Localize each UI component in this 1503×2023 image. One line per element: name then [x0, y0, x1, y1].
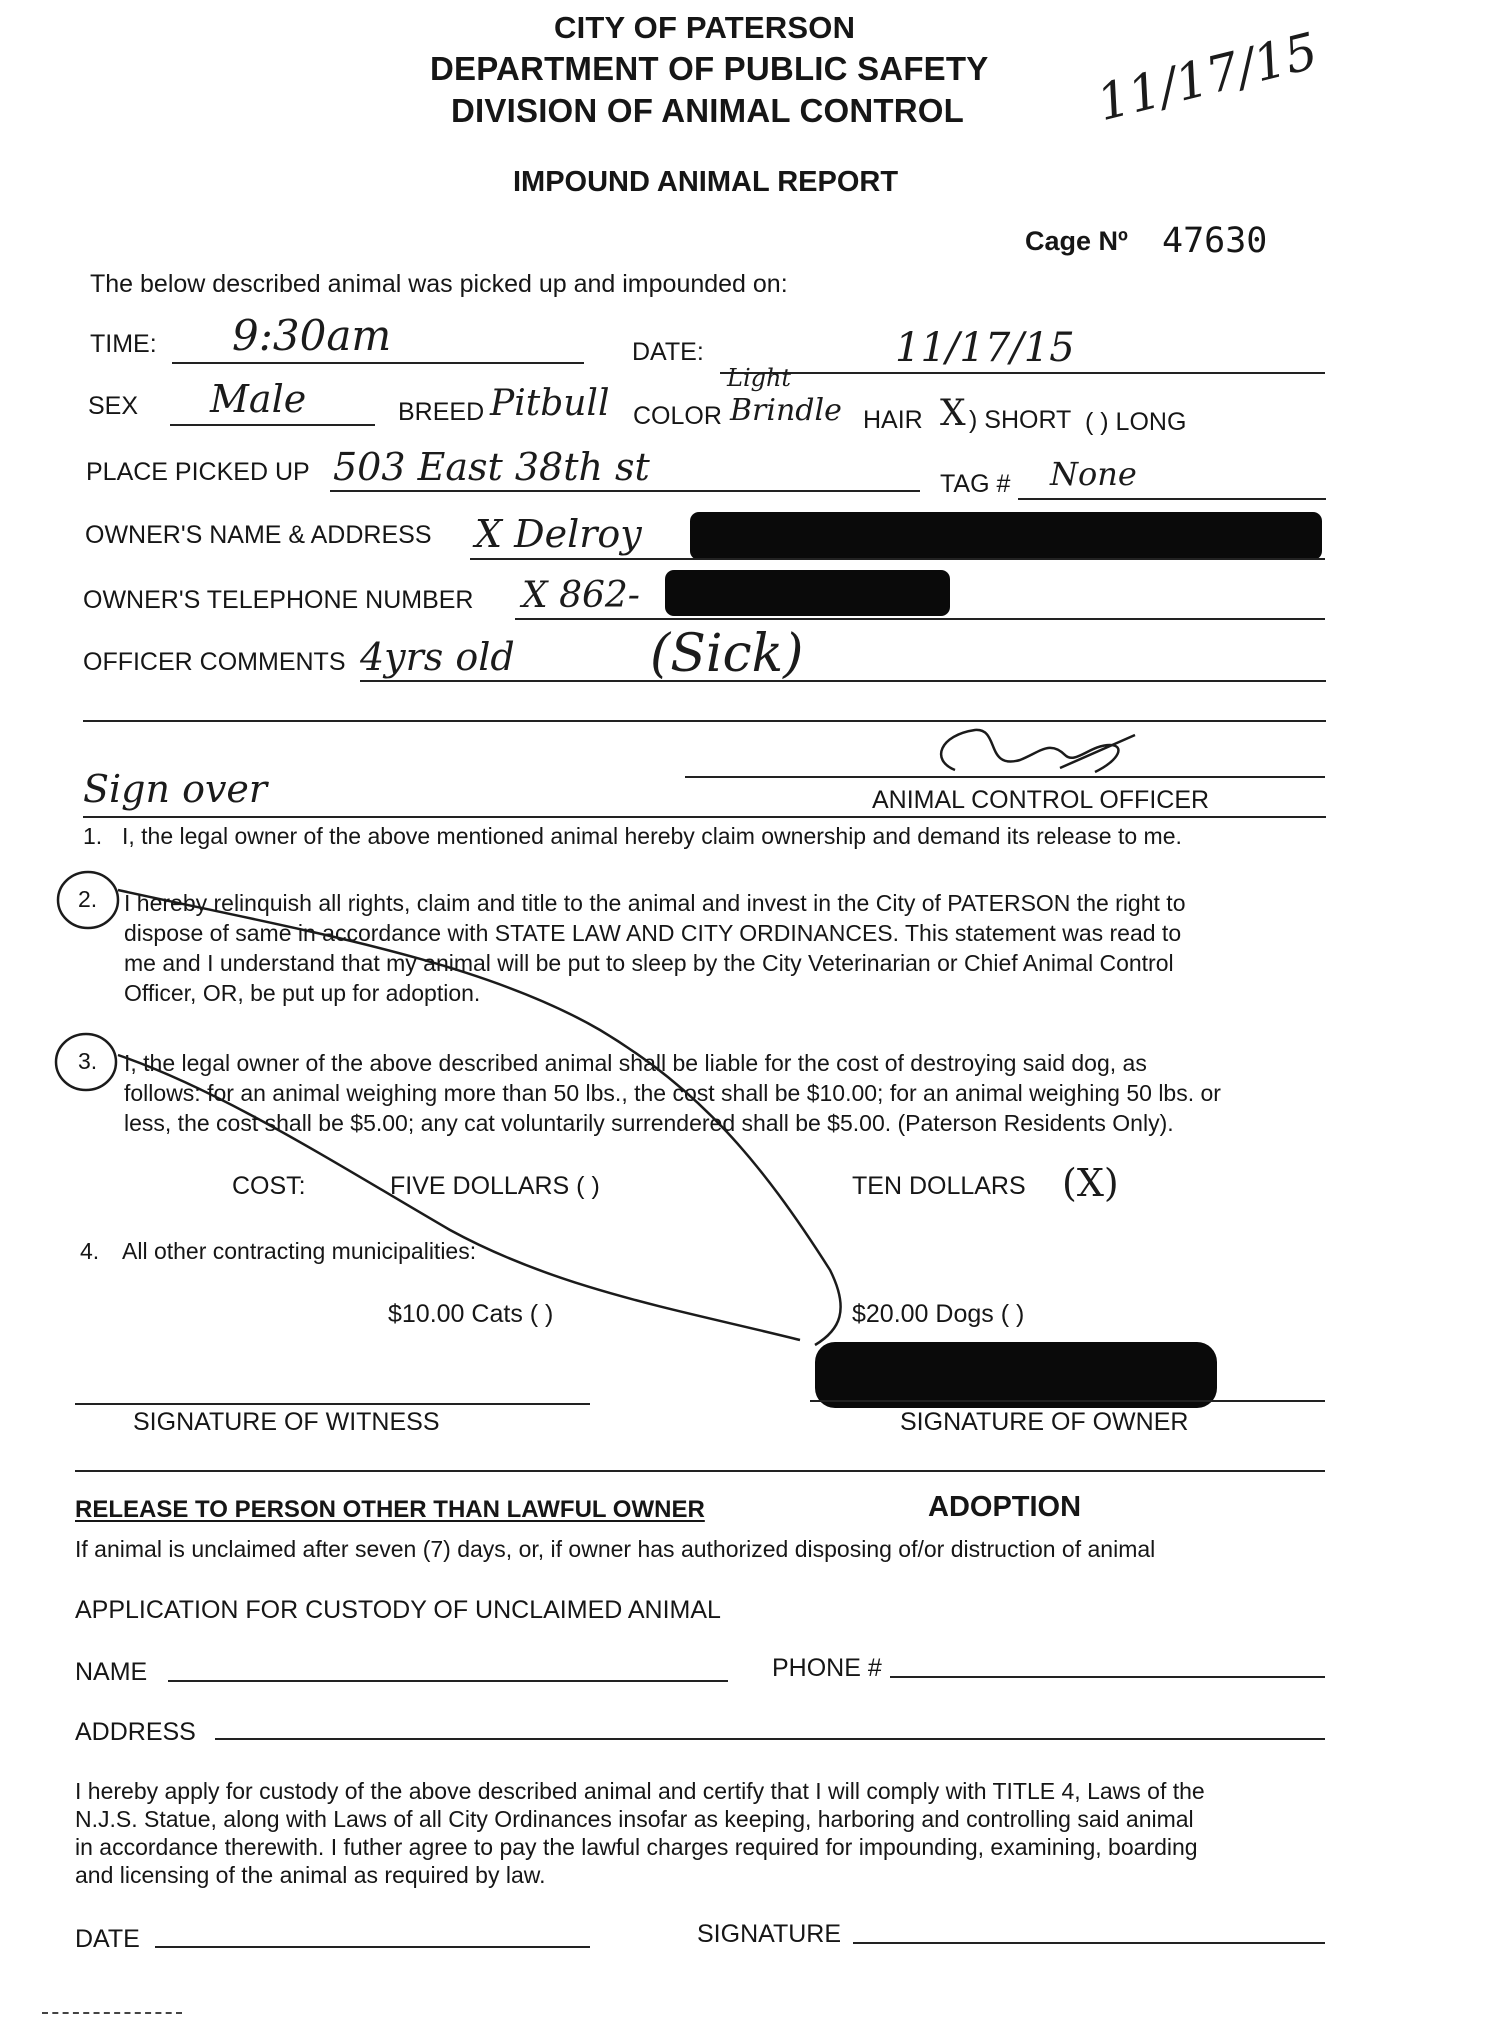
tag-value: None	[1050, 455, 1137, 493]
clause-1-number: 1.	[83, 823, 103, 849]
date-field[interactable]	[155, 1946, 590, 1948]
cats-fee-option: $10.00 Cats ( )	[388, 1300, 554, 1328]
owner-value: X Delroy	[475, 512, 642, 556]
hair-long-option: ( ) LONG	[1085, 408, 1187, 436]
intro-text: The below described animal was picked up and impounded on:	[90, 270, 788, 298]
sign-over-note: Sign over	[83, 767, 268, 811]
dogs-fee-option: $20.00 Dogs ( )	[852, 1300, 1025, 1328]
cage-number: 47630	[1162, 221, 1268, 261]
place-value: 503 East 38th st	[333, 445, 650, 489]
clause-2-number: 2.	[78, 886, 98, 912]
owner-signature-label: SIGNATURE OF OWNER	[900, 1408, 1189, 1436]
clause-1-text: I, the legal owner of the above mentioned animal hereby claim ownership and demand its release to me.	[122, 823, 1182, 849]
report-title: IMPOUND ANIMAL REPORT	[513, 166, 899, 198]
officer-label: ANIMAL CONTROL OFFICER	[872, 786, 1210, 814]
clause-3-line-1: I, the legal owner of the above described animal shall be liable for the cost of destroying said dog, as	[124, 1050, 1147, 1076]
time-value: 9:30am	[232, 311, 392, 360]
breed-value: Pitbull	[490, 383, 610, 424]
ten-dollars-mark: (X)	[1062, 1161, 1119, 1205]
time-label: TIME:	[90, 330, 157, 358]
hair-label: HAIR	[863, 406, 923, 434]
clause-4-number: 4.	[80, 1238, 100, 1264]
section-divider	[75, 1470, 1325, 1472]
division-heading: DIVISION OF ANIMAL CONTROL	[451, 92, 965, 129]
phone-field[interactable]	[890, 1676, 1325, 1678]
color-value-top: Light	[727, 364, 792, 392]
clause-2-strike-line	[118, 890, 841, 1345]
date-label: DATE:	[632, 338, 704, 366]
owner-signature-redaction	[815, 1342, 1217, 1408]
phone-label: OWNER'S TELEPHONE NUMBER	[83, 586, 474, 614]
tag-label: TAG #	[940, 470, 1011, 498]
date-field-label: DATE	[75, 1925, 140, 1953]
city-heading: CITY OF PATERSON	[554, 10, 856, 45]
signature-field[interactable]	[853, 1942, 1325, 1944]
name-label: NAME	[75, 1658, 148, 1686]
application-title: APPLICATION FOR CUSTODY OF UNCLAIMED ANIMAL	[75, 1596, 721, 1624]
cage-label: Cage Nº	[1025, 226, 1128, 256]
name-field[interactable]	[168, 1680, 728, 1682]
clause-2-line-3: me and I understand that my animal will be put to sleep by the City Veterinarian or Chief Animal Control	[124, 950, 1174, 976]
clause-3-strike-line	[118, 1055, 800, 1340]
color-value: Brindle	[730, 393, 842, 428]
place-label: PLACE PICKED UP	[86, 458, 310, 486]
certify-line-4: and licensing of the animal as required by law.	[75, 1862, 546, 1888]
clause-3-line-3: less, the cost shall be $5.00; any cat voluntarily surrendered shall be $5.00. (Paterson Residents Only).	[124, 1110, 1174, 1136]
cost-label: COST:	[232, 1172, 306, 1200]
clause-3-circle	[56, 1034, 116, 1090]
breed-label: BREED	[398, 398, 485, 426]
certify-line-2: N.J.S. Statue, along with Laws of all City Ordinances insofar as keeping, harboring and controlling said animal	[75, 1806, 1194, 1832]
signature-field-label: SIGNATURE	[697, 1920, 841, 1948]
ten-dollars-option: TEN DOLLARS	[852, 1172, 1026, 1200]
hair-short-option: ) SHORT	[969, 406, 1072, 434]
address-field[interactable]	[215, 1738, 1325, 1740]
comments-label: OFFICER COMMENTS	[83, 648, 346, 676]
clause-3-line-2: follows: for an animal weighing more than 50 lbs., the cost shall be $10.00; for an animal weighing 50 lbs. or	[124, 1080, 1221, 1106]
certify-line-1: I hereby apply for custody of the above described animal and certify that I will comply with TITLE 4, Laws of the	[75, 1778, 1205, 1804]
phone-value: X 862-	[522, 575, 640, 616]
release-heading: RELEASE TO PERSON OTHER THAN LAWFUL OWNER	[75, 1496, 705, 1523]
clause-4-text: All other contracting municipalities:	[122, 1238, 477, 1264]
hair-short-mark: X	[940, 393, 966, 434]
witness-signature-label: SIGNATURE OF WITNESS	[133, 1408, 440, 1436]
phone-field-label: PHONE #	[772, 1654, 882, 1682]
comments-value: 4yrs old	[360, 635, 515, 679]
adoption-heading: ADOPTION	[928, 1491, 1082, 1523]
clause-2-line-1: I hereby relinquish all rights, claim and title to the animal and invest in the City of PATERSON the right to	[124, 890, 1186, 916]
sex-value: Male	[210, 377, 307, 421]
clause-3-number: 3.	[78, 1048, 98, 1074]
owner-label: OWNER'S NAME & ADDRESS	[85, 521, 432, 549]
handwritten-date-top: 11/17/15	[1091, 21, 1324, 133]
five-dollars-option: FIVE DOLLARS ( )	[390, 1172, 600, 1200]
address-label: ADDRESS	[75, 1718, 196, 1746]
owner-signature-line	[810, 1400, 1325, 1402]
certify-line-3: in accordance therewith. I futher agree to pay the lawful charges required for impounding, examining, boarding	[75, 1834, 1198, 1860]
unclaimed-note: If animal is unclaimed after seven (7) days, or, if owner has authorized disposing of/or distruction of animal	[75, 1536, 1156, 1562]
clause-2-circle	[58, 872, 118, 928]
clause-2-line-2: dispose of same in accordance with STATE LAW AND CITY ORDINANCES. This statement was read to	[124, 920, 1182, 946]
sex-label: SEX	[88, 392, 139, 420]
clause-2-line-4: Officer, OR, be put up for adoption.	[124, 980, 481, 1006]
scan-artifact-dashes	[42, 2012, 182, 2014]
comments-value-sick: (Sick)	[650, 624, 804, 684]
date-value: 11/17/15	[895, 325, 1075, 371]
color-label: COLOR	[633, 402, 722, 430]
witness-line	[75, 1403, 590, 1405]
department-heading: DEPARTMENT OF PUBLIC SAFETY	[430, 50, 989, 87]
